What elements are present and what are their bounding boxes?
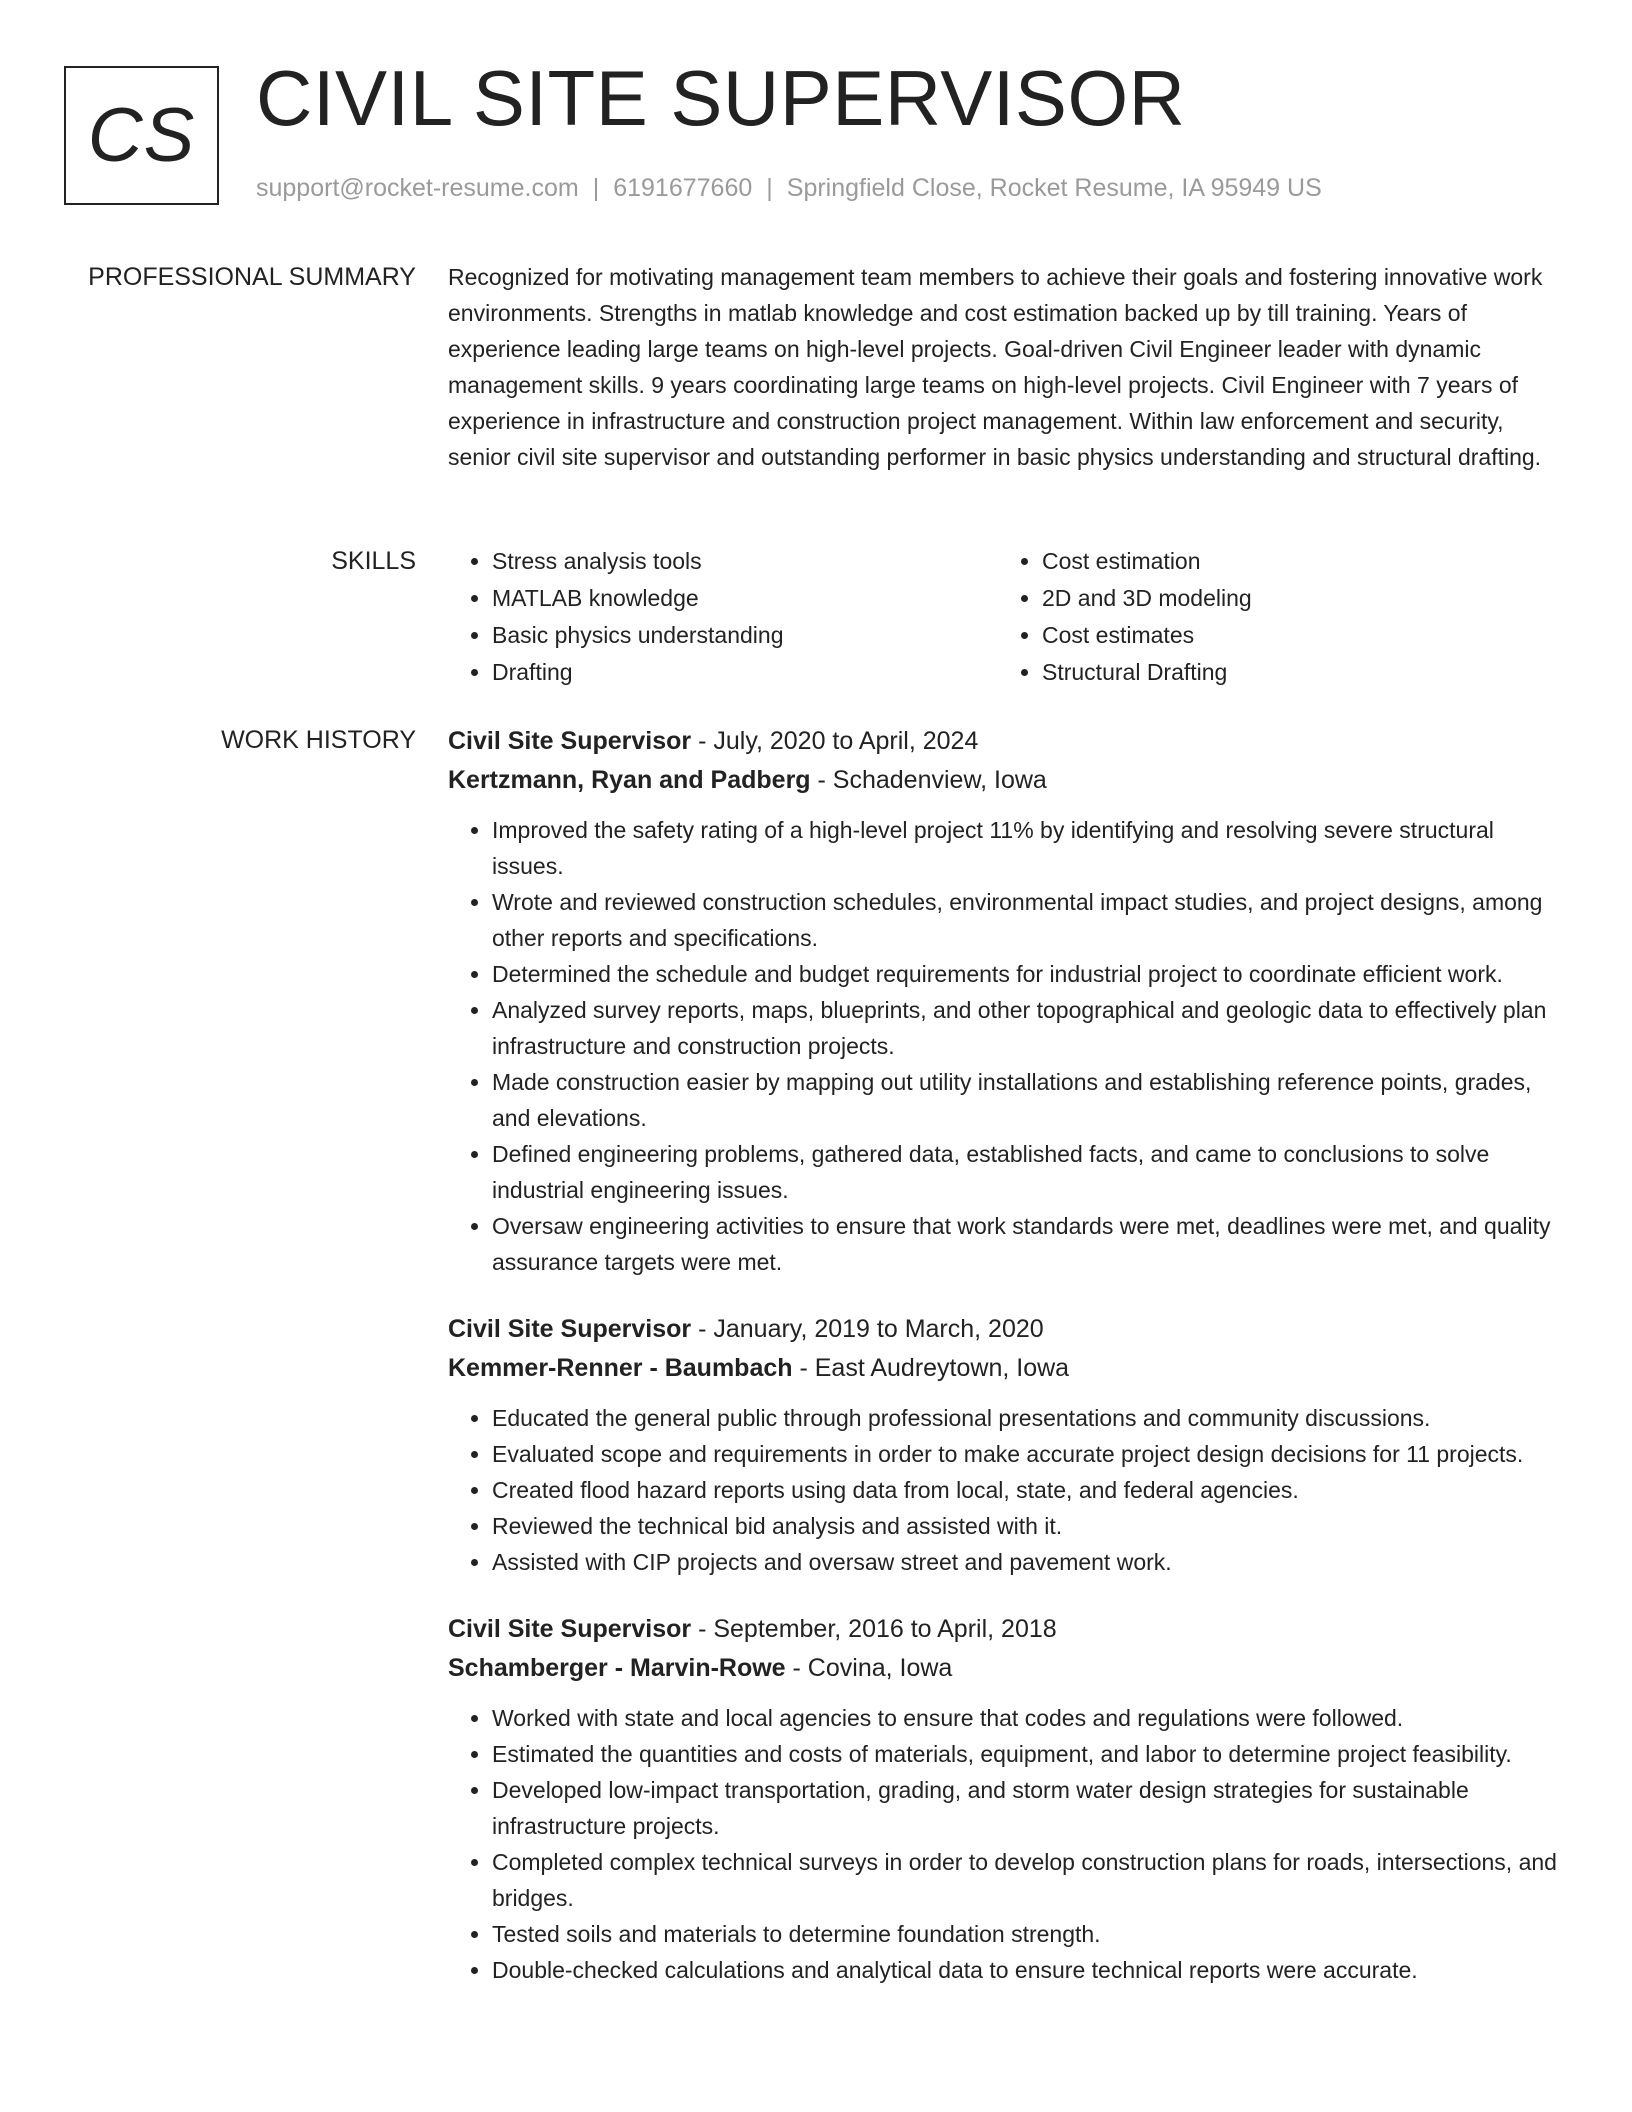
job-location: - Schadenview, Iowa bbox=[810, 766, 1047, 794]
job-bullet: • Reviewed the technical bid analysis and assisted with it. bbox=[492, 1508, 1563, 1544]
skill-item: • Drafting bbox=[492, 654, 998, 691]
job-bullet: • Assisted with CIP projects and oversaw street and pavement work. bbox=[492, 1544, 1563, 1580]
job-entry bbox=[448, 1310, 1563, 1580]
resume-title: CIVIL SITE SUPERVISOR bbox=[256, 54, 1186, 142]
job-location: - East Audreytown, Iowa bbox=[792, 1354, 1070, 1382]
skill-item: • Basic physics understanding bbox=[492, 617, 998, 654]
job-dates: - July, 2020 to April, 2024 bbox=[691, 727, 979, 755]
job-company-line bbox=[448, 761, 1563, 800]
job-dates: - September, 2016 to April, 2018 bbox=[691, 1615, 1057, 1643]
job-bullet: • Educated the general public through professional presentations and community discussions. bbox=[492, 1400, 1563, 1436]
section-label-summary: PROFESSIONAL SUMMARY bbox=[88, 263, 416, 291]
monogram-logo: CS bbox=[64, 66, 219, 205]
job-bullet: • Tested soils and materials to determine foundation strength. bbox=[492, 1916, 1563, 1952]
job-company: Kemmer-Renner - Baumbach bbox=[448, 1354, 793, 1382]
job-company: Kertzmann, Ryan and Padberg bbox=[448, 766, 811, 794]
job-entry bbox=[448, 1610, 1563, 1988]
job-title-line bbox=[448, 1310, 1563, 1349]
job-bullet: • Worked with state and local agencies to ensure that codes and regulations were followed. bbox=[492, 1700, 1563, 1736]
job-title: Civil Site Supervisor bbox=[448, 727, 692, 755]
skill-item: • Structural Drafting bbox=[1042, 654, 1548, 691]
contact-address: Springfield Close, Rocket Resume, IA 95949 US bbox=[786, 174, 1322, 202]
job-bullet: • Improved the safety rating of a high-level project 11% by identifying and resolving severe structural issues. bbox=[492, 812, 1563, 884]
job-bullet: • Evaluated scope and requirements in order to make accurate project design decisions for 11 projects. bbox=[492, 1436, 1563, 1472]
job-bullet: • Double-checked calculations and analytical data to ensure technical reports were accurate. bbox=[492, 1952, 1563, 1988]
job-title-line bbox=[448, 722, 1563, 761]
skills-column-right bbox=[998, 543, 1548, 691]
job-entry bbox=[448, 722, 1563, 1280]
job-company: Schamberger - Marvin-Rowe bbox=[448, 1654, 786, 1682]
job-bullet: • Developed low-impact transportation, grading, and storm water design strategies for sustainable infrastructure projects. bbox=[492, 1772, 1563, 1844]
summary-text: Recognized for motivating management team members to achieve their goals and fostering innovative work environments. Strengths in matlab knowledge and cost estimation backed up by till training. Years of experience leading large teams on high-level projects. Goal-driven Civil Engineer leader with dynamic management skills. 9 years coordinating large teams on high-level projects. Civil Engineer with 7 years of experience in infrastructure and construction project management. Within law enforcement and security, senior civil site supervisor and outstanding performer in basic physics understanding and structural drafting. bbox=[448, 264, 1543, 470]
job-location: - Covina, Iowa bbox=[785, 1654, 953, 1682]
job-company-line bbox=[448, 1649, 1563, 1688]
job-bullet: • Completed complex technical surveys in order to develop construction plans for roads, intersections, and bridges. bbox=[492, 1844, 1563, 1916]
skills-grid bbox=[448, 543, 1563, 691]
contact-separator: | bbox=[592, 174, 600, 202]
job-bullets bbox=[448, 1400, 1563, 1580]
job-company-line bbox=[448, 1349, 1563, 1388]
job-bullet: • Oversaw engineering activities to ensure that work standards were met, deadlines were met, and quality assurance targets were met. bbox=[492, 1208, 1563, 1280]
skill-item: • Cost estimates bbox=[1042, 617, 1548, 654]
job-bullet: • Estimated the quantities and costs of materials, equipment, and labor to determine project feasibility. bbox=[492, 1736, 1563, 1772]
job-title-line bbox=[448, 1610, 1563, 1649]
work-history-body bbox=[448, 722, 1563, 2018]
skill-item: • 2D and 3D modeling bbox=[1042, 580, 1548, 617]
contact-separator: | bbox=[766, 174, 773, 202]
skills-body bbox=[448, 543, 1563, 691]
section-label-work-history: WORK HISTORY bbox=[221, 726, 416, 754]
contact-line bbox=[256, 174, 1322, 203]
job-dates: - January, 2019 to March, 2020 bbox=[691, 1315, 1044, 1343]
job-bullet: • Determined the schedule and budget requirements for industrial project to coordinate efficient work. bbox=[492, 956, 1563, 992]
job-bullet: • Created flood hazard reports using data from local, state, and federal agencies. bbox=[492, 1472, 1563, 1508]
contact-email[interactable]: support@rocket-resume.com bbox=[256, 174, 579, 202]
skills-column-left bbox=[448, 543, 998, 691]
skill-item: • MATLAB knowledge bbox=[492, 580, 998, 617]
job-bullet: • Defined engineering problems, gathered data, established facts, and came to conclusions to solve industrial engineering issues. bbox=[492, 1136, 1563, 1208]
skill-item: • Stress analysis tools bbox=[492, 543, 998, 580]
job-title: Civil Site Supervisor bbox=[448, 1615, 692, 1643]
job-bullet: • Made construction easier by mapping out utility installations and establishing reference points, grades, and elevations. bbox=[492, 1064, 1563, 1136]
skill-item: • Cost estimation bbox=[1042, 543, 1548, 580]
job-bullet: • Analyzed survey reports, maps, blueprints, and other topographical and geologic data to effectively plan infrastructure and construction projects. bbox=[492, 992, 1563, 1064]
contact-phone[interactable]: 6191677660 bbox=[613, 174, 753, 202]
section-label-skills: SKILLS bbox=[331, 547, 416, 575]
job-bullets bbox=[448, 812, 1563, 1280]
summary-body bbox=[448, 259, 1563, 475]
job-bullet: • Wrote and reviewed construction schedules, environmental impact studies, and project designs, among other reports and specifications. bbox=[492, 884, 1563, 956]
job-title: Civil Site Supervisor bbox=[448, 1315, 692, 1343]
job-bullets bbox=[448, 1700, 1563, 1988]
